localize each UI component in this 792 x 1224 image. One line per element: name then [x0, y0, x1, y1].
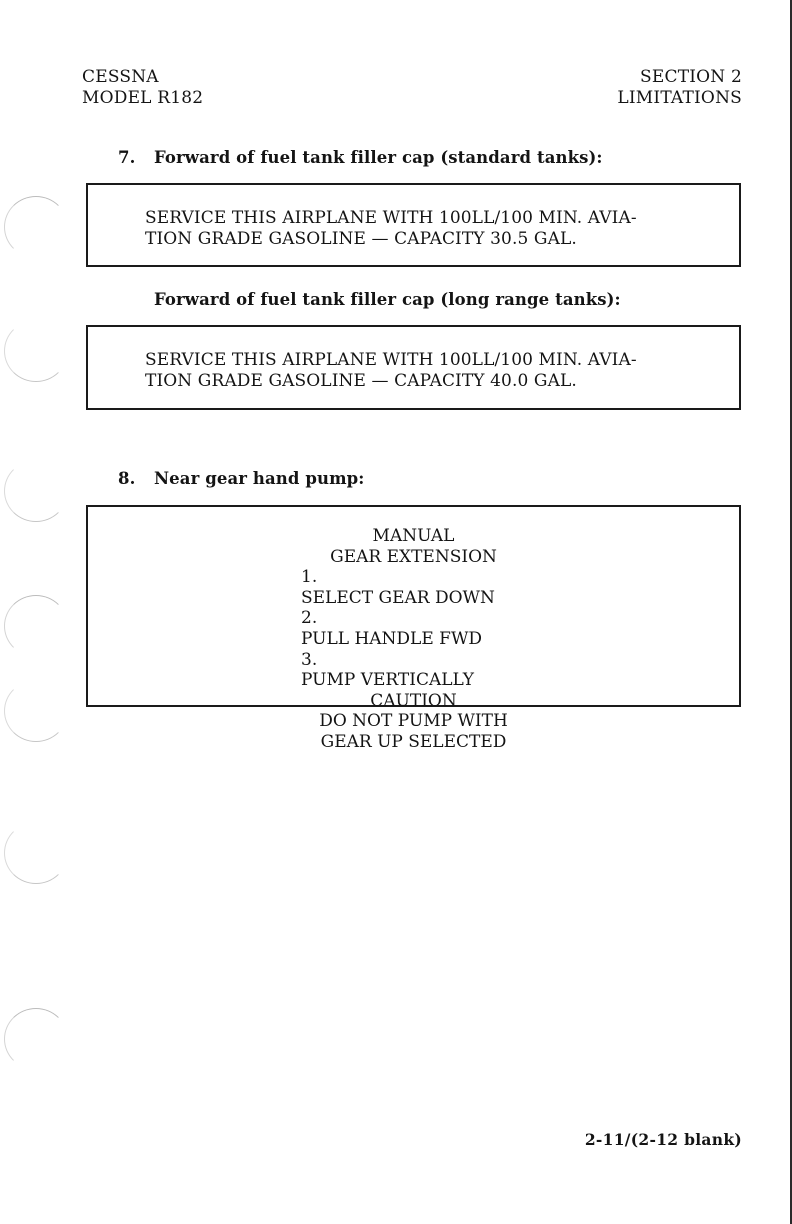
section-number: SECTION 2 [640, 67, 742, 87]
caution-line: DO NOT PUMP WITH [319, 711, 508, 732]
punch-hole-mark [4, 595, 68, 657]
step-number: 3. [301, 649, 318, 670]
caption-text: Forward of fuel tank filler cap (long range tanks): [154, 290, 621, 309]
item-number: 7. [118, 148, 136, 167]
placard-manual-gear-extension [86, 505, 741, 752]
placard-standard-tanks [86, 183, 741, 267]
model-name: MODEL R182 [82, 88, 204, 108]
punch-hole-mark [4, 1008, 68, 1070]
placard-text [145, 208, 637, 250]
step-text: SELECT GEAR DOWN [301, 587, 495, 608]
header-left [82, 67, 203, 109]
placard-line: SERVICE THIS AIRPLANE WITH 100LL/100 MIN. AVIA- [145, 208, 637, 228]
step-text: PULL HANDLE FWD [301, 628, 483, 649]
procedure-step [88, 567, 739, 608]
item-7-caption [118, 148, 603, 167]
step-number: 1. [301, 567, 318, 588]
punch-hole-mark [4, 460, 68, 522]
placard-content [88, 526, 739, 753]
placard-long-range-tanks [86, 325, 741, 410]
placard-line: TION GRADE GASOLINE — CAPACITY 40.0 GAL. [145, 371, 577, 391]
punch-hole-mark [4, 822, 68, 884]
caution-heading: CAUTION [370, 690, 457, 711]
punch-hole-mark [4, 196, 68, 258]
placard-title-line: GEAR EXTENSION [330, 546, 497, 567]
placard-title-line: MANUAL [372, 526, 455, 546]
caution-line: GEAR UP SELECTED [320, 731, 507, 752]
placard-line: TION GRADE GASOLINE — CAPACITY 30.5 GAL. [145, 229, 577, 249]
procedure-step [88, 650, 739, 691]
long-range-caption [154, 290, 621, 309]
placard-text [145, 350, 637, 392]
caption-text: Near gear hand pump: [154, 469, 365, 488]
section-title: LIMITATIONS [617, 88, 742, 108]
caption-text: Forward of fuel tank filler cap (standard tanks): [154, 148, 603, 167]
punch-hole-mark [4, 320, 68, 382]
step-number: 2. [301, 608, 318, 629]
manufacturer-name: CESSNA [82, 67, 159, 87]
page-number: 2-11/(2-12 blank) [584, 1130, 742, 1149]
header-right [617, 67, 742, 109]
item-number: 8. [118, 469, 136, 488]
step-text: PUMP VERTICALLY [301, 670, 474, 691]
procedure-step [88, 608, 739, 649]
punch-hole-mark [4, 680, 68, 742]
item-8-caption [118, 469, 364, 488]
placard-line: SERVICE THIS AIRPLANE WITH 100LL/100 MIN. AVIA- [145, 350, 637, 370]
